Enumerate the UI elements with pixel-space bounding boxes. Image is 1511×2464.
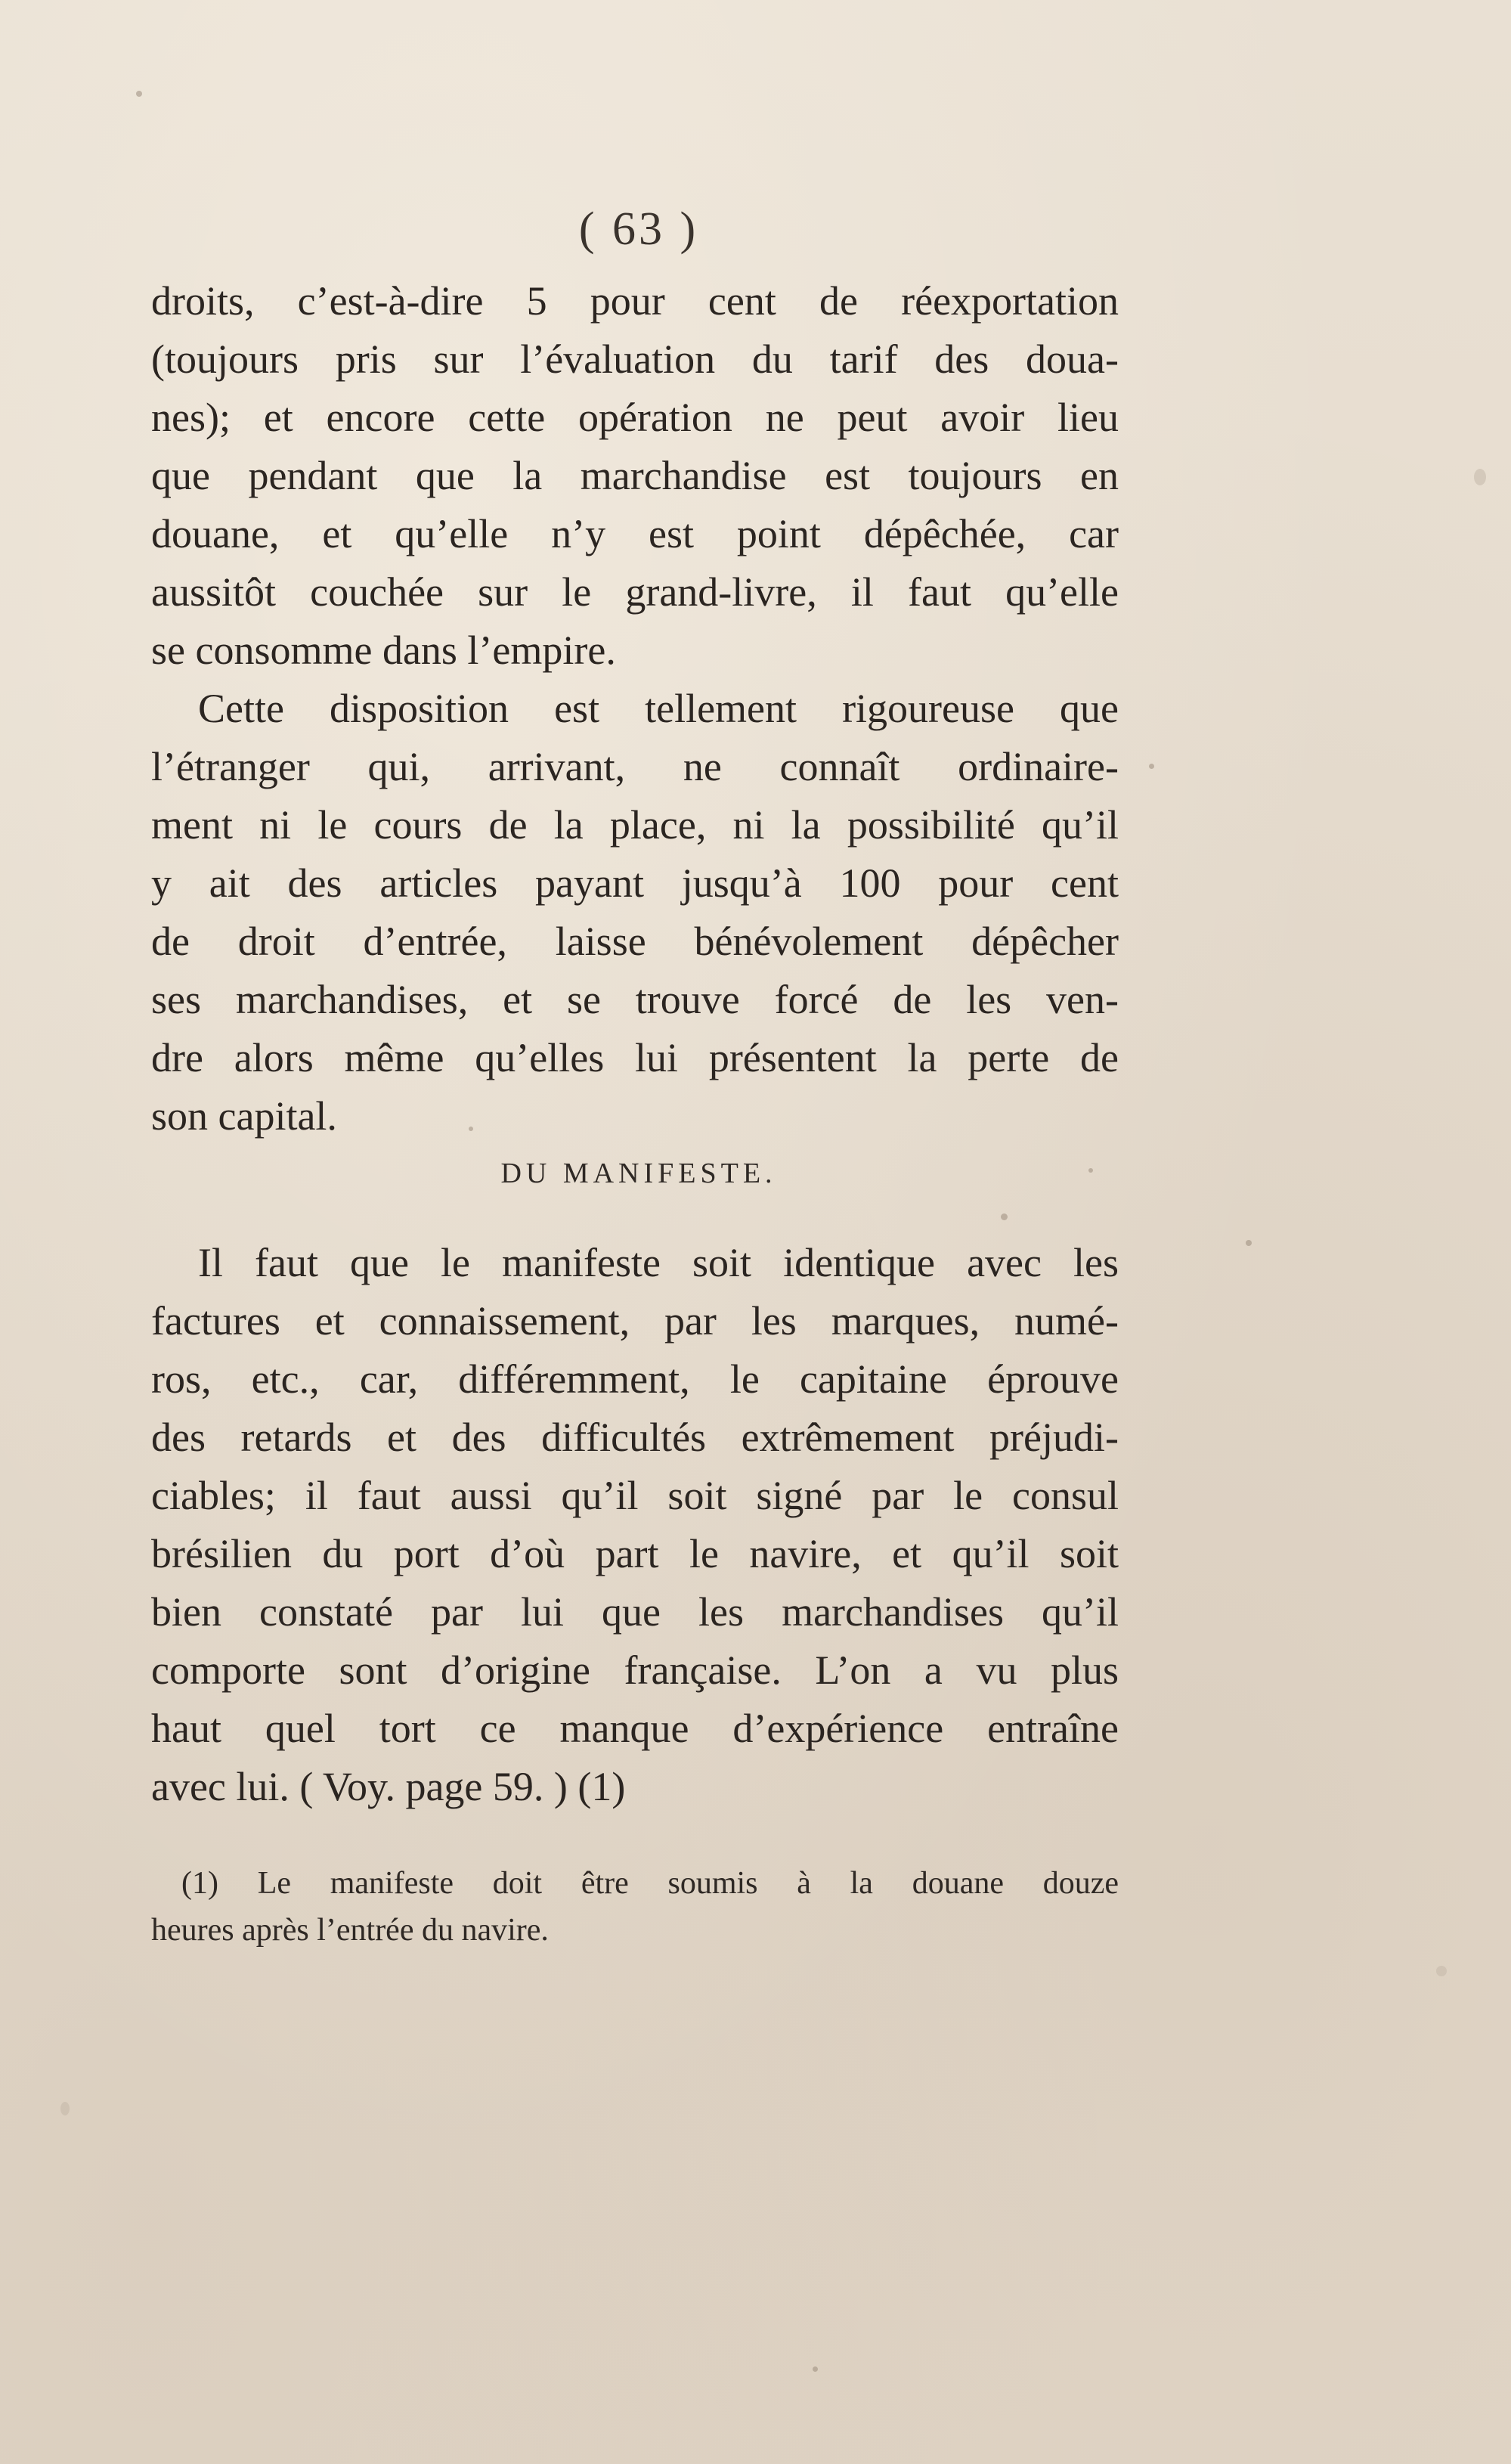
footnote-line: heures après l’entrée du navire. <box>151 1913 549 1948</box>
footnote-line: (1) Le manifeste doit être soumis à la douane douze <box>181 1866 1119 1901</box>
footnote <box>151 1860 1119 1954</box>
paper-speck <box>1474 469 1486 485</box>
paper-speck <box>60 2102 70 2115</box>
text-line: son capital. <box>151 1093 337 1139</box>
text-line: nes); et encore cette opération ne peut avoir lieu <box>151 395 1119 440</box>
text-line: ment ni le cours de la place, ni la possibilité qu’il <box>151 802 1119 848</box>
text-line: dre alors même qu’elles lui présentent la perte de <box>151 1035 1119 1080</box>
paper-speck <box>1436 1966 1447 1976</box>
paper-speck <box>813 2366 818 2372</box>
text-line: se consomme dans l’empire. <box>151 628 616 673</box>
paragraph-3 <box>151 1234 1119 1816</box>
text-line: haut quel tort ce manque d’expérience entraîne <box>151 1706 1119 1751</box>
paper-speck <box>136 91 142 97</box>
paper-speck <box>1001 1213 1008 1220</box>
text-line: brésilien du port d’où part le navire, et qu’il soit <box>151 1531 1119 1576</box>
paragraph-1 <box>151 272 1119 680</box>
page-number: ( 63 ) <box>578 203 699 255</box>
text-line: douane, et qu’elle n’y est point dépêchée, car <box>151 511 1119 556</box>
section-heading: DU MANIFESTE. <box>500 1158 777 1189</box>
text-line: de droit d’entrée, laisse bénévolement dépêcher <box>151 919 1119 964</box>
text-line: des retards et des difficultés extrêmement préjudi- <box>151 1415 1119 1460</box>
text-line: ros, etc., car, différemment, le capitaine éprouve <box>151 1356 1119 1402</box>
text-line: droits, c’est-à-dire 5 pour cent de réexportation <box>151 278 1119 324</box>
text-line: aussitôt couchée sur le grand-livre, il faut qu’elle <box>151 569 1119 615</box>
paper-speck <box>1246 1240 1252 1246</box>
text-line: bien constaté par lui que les marchandises qu’il <box>151 1589 1119 1635</box>
text-line: l’étranger qui, arrivant, ne connaît ordinaire- <box>151 744 1119 789</box>
text-line: ses marchandises, et se trouve forcé de les ven- <box>151 977 1119 1022</box>
paper-speck <box>1149 764 1154 769</box>
text-line: y ait des articles payant jusqu’à 100 pour cent <box>151 860 1119 906</box>
text-line: Il faut que le manifeste soit identique avec les <box>198 1240 1119 1285</box>
text-line: ciables; il faut aussi qu’il soit signé par le consul <box>151 1473 1119 1518</box>
text-line: que pendant que la marchandise est toujours en <box>151 453 1119 498</box>
text-line: avec lui. ( Voy. page 59. ) (1) <box>151 1764 626 1809</box>
text-line: factures et connaissement, par les marques, numé- <box>151 1298 1119 1344</box>
text-line: comporte sont d’origine française. L’on a vu plus <box>151 1647 1119 1693</box>
paragraph-2 <box>151 680 1119 1145</box>
text-line: Cette disposition est tellement rigoureuse que <box>198 686 1119 731</box>
text-line: (toujours pris sur l’évaluation du tarif des doua- <box>151 336 1119 382</box>
